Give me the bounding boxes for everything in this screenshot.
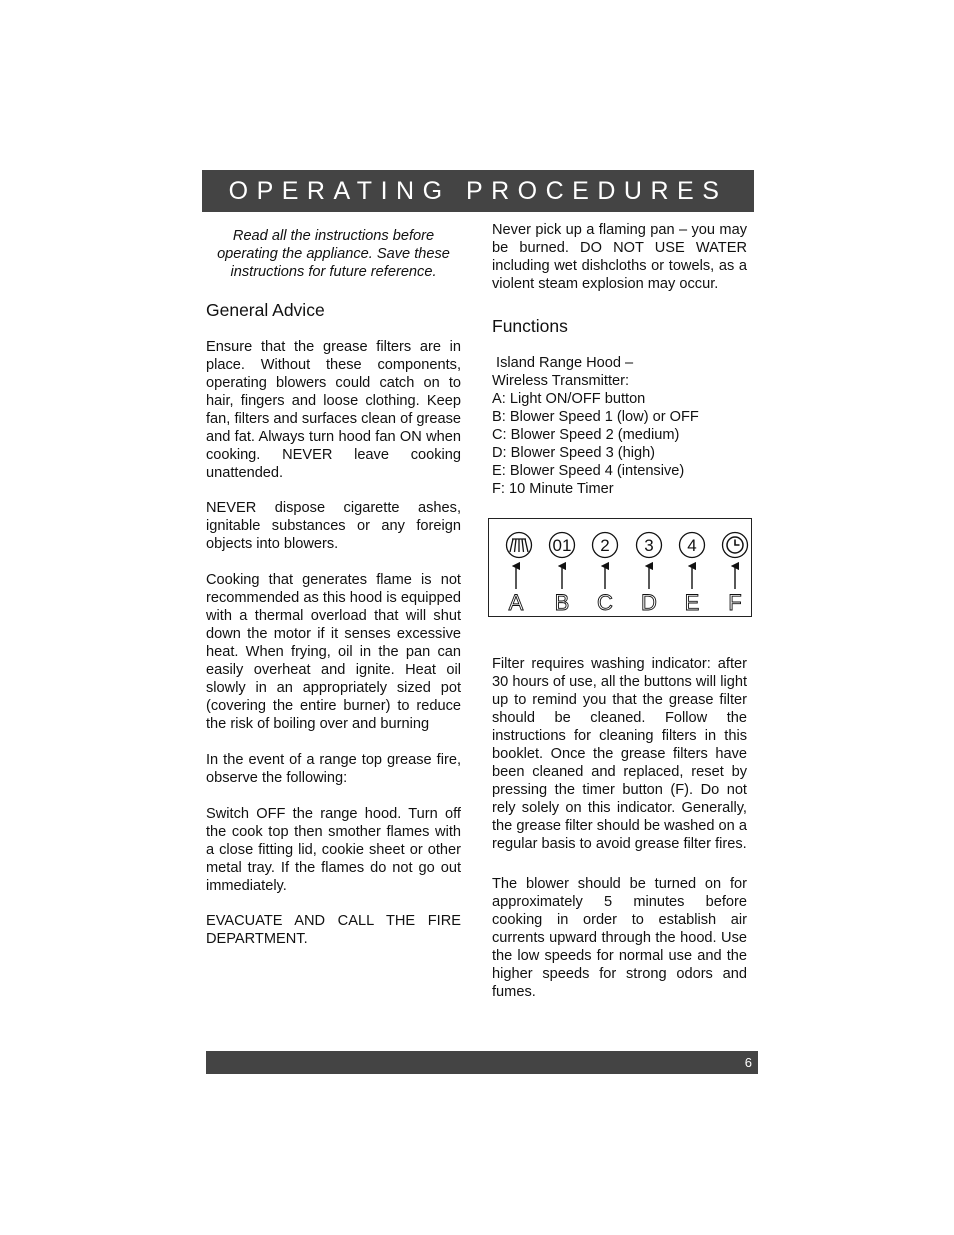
- keypad-label-e: 4: [687, 536, 697, 555]
- keypad-letter-e: E: [684, 590, 700, 615]
- light-button-icon: [507, 533, 532, 558]
- functions-line: C: Blower Speed 2 (medium): [492, 427, 680, 443]
- banner-title: OPERATING PROCEDURES: [228, 177, 728, 205]
- left-column: [206, 227, 461, 948]
- functions-line: Island Range Hood –: [492, 355, 634, 371]
- keypad-label-c: 2: [600, 536, 610, 555]
- advice-paragraph-2: NEVER dispose cigarette ashes, ignitable substances or any foreign objects into blowers.: [206, 500, 461, 552]
- footer-bar: [206, 1051, 758, 1074]
- intro-note: Read all the instructions before operating the appliance. Save these instructions for future reference.: [217, 228, 450, 280]
- keypad-letter-a: A: [508, 590, 524, 615]
- advice-paragraph-6: EVACUATE AND CALL THE FIRE DEPARTMENT.: [206, 913, 461, 947]
- section-banner: [202, 170, 754, 212]
- speed-3-button-icon: [637, 533, 662, 558]
- functions-line: A: Light ON/OFF button: [492, 391, 646, 407]
- keypad-arrows: [516, 566, 735, 589]
- advice-paragraph-5: Switch OFF the range hood. Turn off the cook top then smother flames with a close fitting lid, cookie sheet or other metal tray. If the flames do not go out immediately.: [206, 806, 461, 894]
- keypad-letter-d: D: [641, 590, 657, 615]
- functions-line: Wireless Transmitter:: [492, 373, 630, 389]
- functions-heading: Functions: [492, 316, 568, 336]
- right-column: [492, 221, 747, 1001]
- functions-line: D: Blower Speed 3 (high): [492, 445, 656, 461]
- keypad-label-b: 01: [552, 536, 572, 555]
- speed-4-button-icon: [680, 533, 705, 558]
- flaming-pan-warning: Never pick up a flaming pan – you may be burned. DO NOT USE WATER including wet dishcloths or towels, as a violent steam explosion may occur.: [492, 222, 747, 292]
- timer-clock-icon: [723, 533, 748, 558]
- advice-paragraph-1: Ensure that the grease filters are in place. Without these components, operating blowers could catch on to hair, fingers and loose clothing. Keep fan, filters and surfaces clean of grease and fat. Always turn hood fan ON when cooking. NEVER leave cooking unattended.: [206, 339, 461, 481]
- keypad-label-d: 3: [644, 536, 654, 555]
- keypad-letter-f: F: [728, 590, 742, 615]
- functions-line: B: Blower Speed 1 (low) or OFF: [492, 409, 699, 425]
- functions-line: F: 10 Minute Timer: [492, 481, 614, 497]
- speed-1-button-icon: [550, 533, 575, 558]
- functions-line: E: Blower Speed 4 (intensive): [492, 463, 685, 479]
- general-advice-heading: General Advice: [206, 300, 325, 320]
- transmitter-keypad-diagram: [488, 518, 752, 617]
- functions-list: [492, 354, 747, 498]
- keypad-letter-c: C: [597, 590, 613, 615]
- advice-paragraph-3: Cooking that generates flame is not recommended as this hood is equipped with a thermal overload that will shut down the motor if it senses excessive heat. When frying, oil in the pan can easily overheat and ignite. Heat oil slowly in an appropriately sized pot (covering the entire burner) to reduce the risk of boiling over and burning: [206, 572, 461, 732]
- advice-paragraph-4: In the event of a range top grease fire, observe the following:: [206, 752, 461, 786]
- page-number: 6: [744, 1055, 752, 1070]
- speed-2-button-icon: [593, 533, 618, 558]
- keypad-letter-b: B: [554, 590, 570, 615]
- filter-indicator-paragraph: Filter requires washing indicator: after 30 hours of use, all the buttons will light up to remind you that the grease filter should be cleaned. Follow the instructions for cleaning filters in this booklet. Once the grease filters have been cleaned and replaced, reset by pressing the timer button (F). Do not rely solely on this indicator. Generally, the grease filter should be washed on a regular basis to avoid grease filter fires.: [492, 656, 747, 852]
- blower-usage-paragraph: The blower should be turned on for approximately 5 minutes before cooking in order to establish air currents upward through the hood. Use the low speeds for normal use and the higher speeds for strong odors and fumes.: [492, 876, 747, 1000]
